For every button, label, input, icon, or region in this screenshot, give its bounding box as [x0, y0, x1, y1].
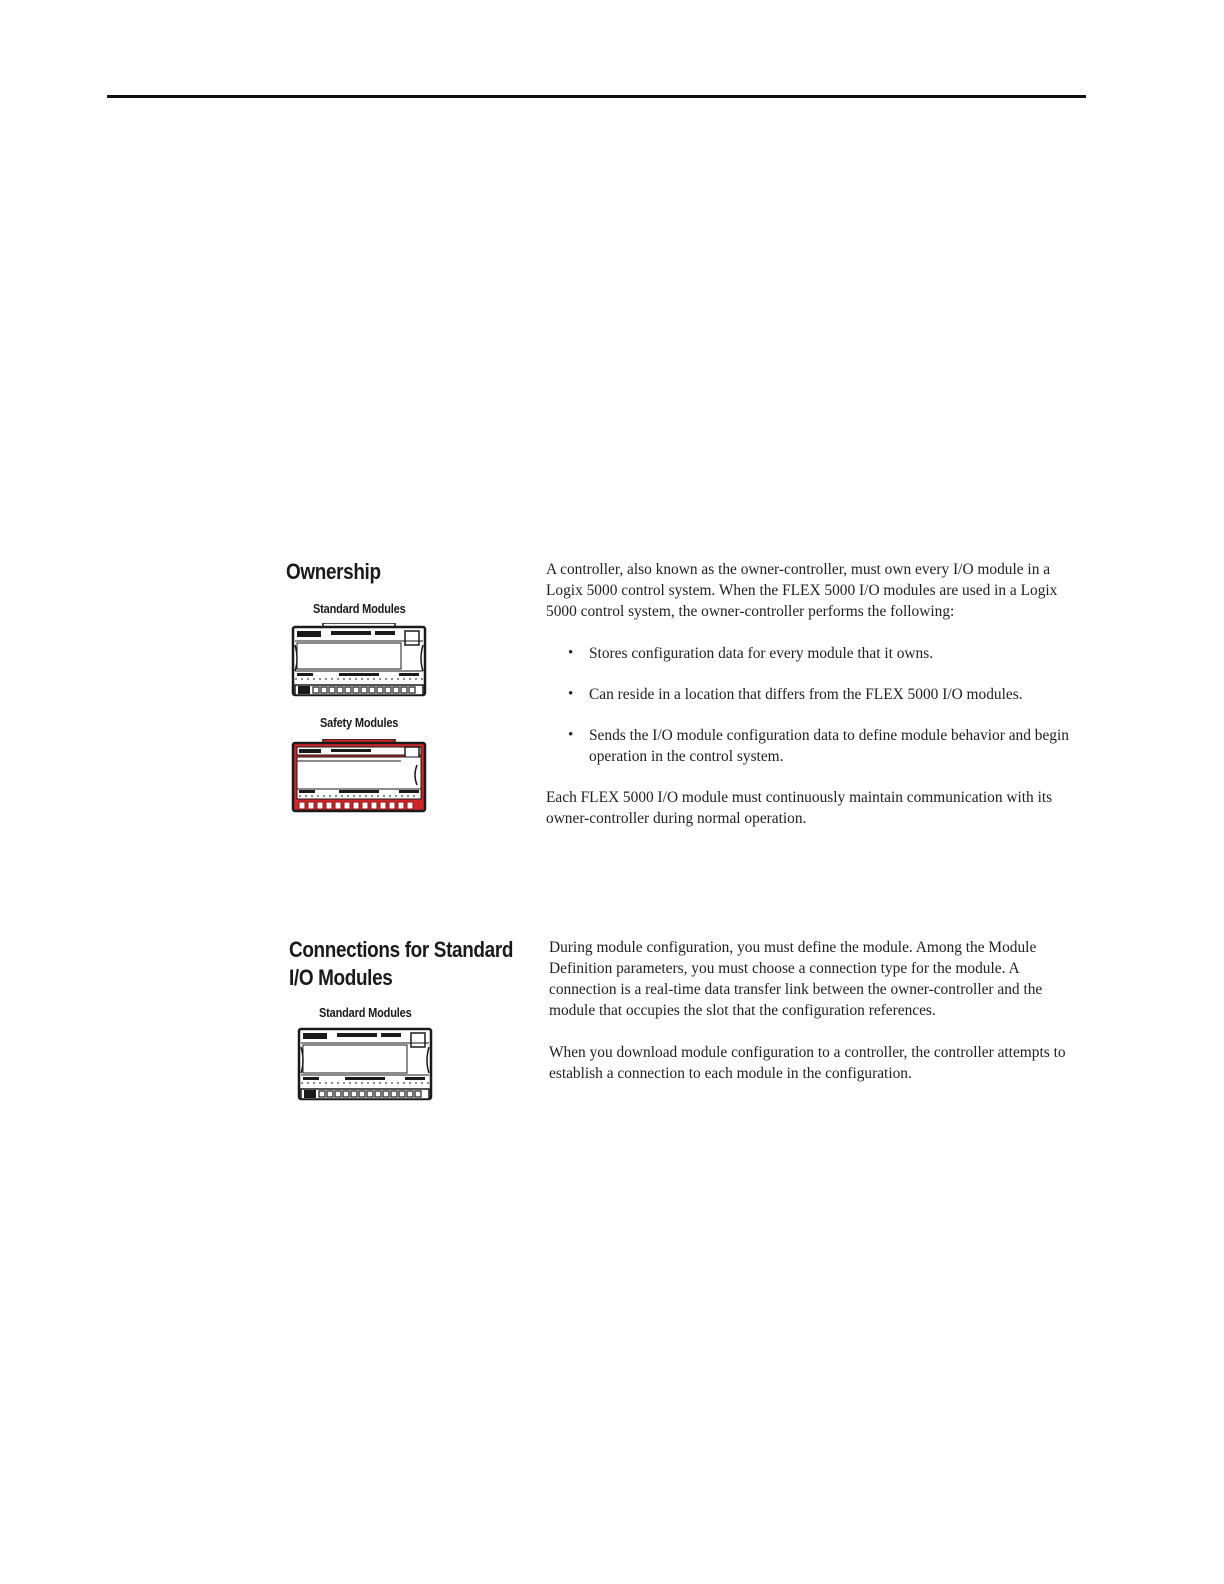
image-caption-standard-modules: Standard Modules	[313, 602, 406, 616]
image-caption-safety-modules: Safety Modules	[320, 716, 399, 730]
bullet-icon: •	[568, 686, 574, 702]
list-item-text: Sends the I/O module configuration data to define module behavior and begin operation in the control system.	[589, 727, 1069, 765]
ownership-body	[546, 559, 1086, 829]
safety-module-image	[291, 739, 427, 813]
paragraph: A controller, also known as the owner-controller, must own every I/O module in a Logix 5000 control system. When the FLEX 5000 I/O modules are used in a Logix 5000 control system, the owner-controller performs the following:	[546, 561, 1058, 620]
standard-module-image	[297, 1027, 433, 1101]
header-rule	[107, 95, 1086, 98]
standard-module-illustration	[297, 1027, 433, 1101]
paragraph: During module configuration, you must define the module. Among the Module Definition parameters, you must choose a connection type for the module. A connection is a real-time data transfer link between the owner-controller and the module that occupies the slot that the configuration references.	[549, 939, 1043, 1019]
standard-module-image	[291, 623, 427, 697]
bullet-icon: •	[568, 645, 574, 661]
paragraph: Each FLEX 5000 I/O module must continuously maintain communication with its owner-controller during normal operation.	[546, 789, 1053, 827]
connections-body	[549, 937, 1089, 1084]
section-heading-ownership: Ownership	[286, 559, 381, 584]
bullet-list	[546, 643, 1086, 767]
list-item-text: Can reside in a location that differs from the FLEX 5000 I/O modules.	[589, 686, 1023, 703]
image-caption-standard-modules: Standard Modules	[319, 1006, 412, 1020]
heading-line: I/O Modules	[289, 965, 393, 990]
list-item-text: Stores configuration data for every module that it owns.	[589, 645, 934, 662]
bullet-icon: •	[568, 727, 574, 743]
list-item	[568, 643, 1086, 664]
heading-line: Connections for Standard	[289, 937, 514, 962]
standard-module-illustration	[291, 623, 427, 697]
paragraph: When you download module configuration to a controller, the controller attempts to establish a connection to each module in the configuration.	[549, 1044, 1066, 1082]
safety-module-illustration	[291, 739, 427, 813]
list-item	[568, 684, 1086, 705]
list-item	[568, 725, 1086, 767]
section-heading-connections	[289, 936, 513, 992]
